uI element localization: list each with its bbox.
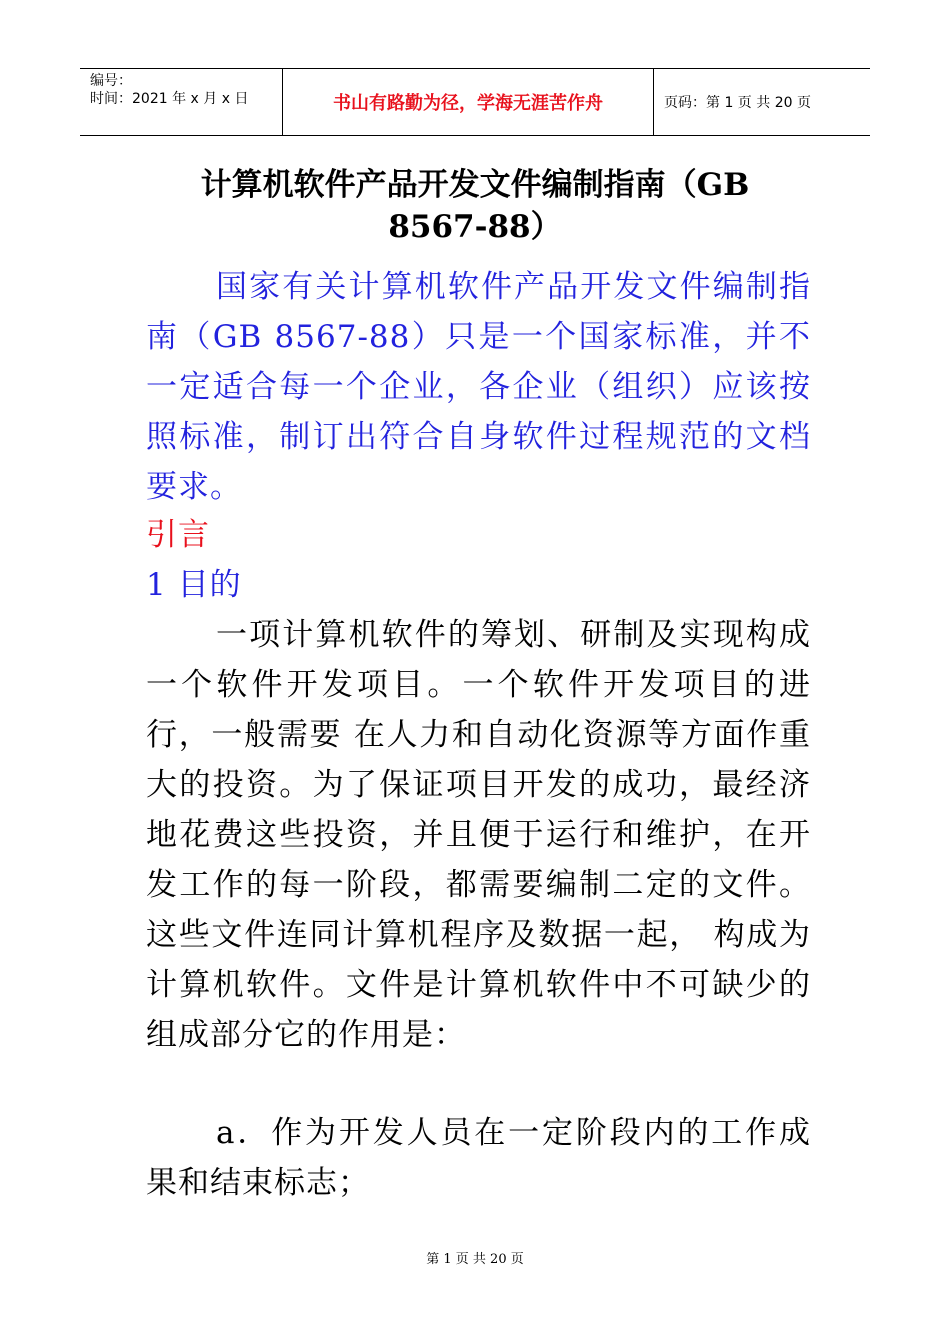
- document-title: [120, 164, 830, 248]
- list-item-a: a．作为开发人员在一定阶段内的工作成果和结束标志；: [146, 1115, 811, 1201]
- title-line-1: 计算机软件产品开发文件编制指南（GB: [200, 167, 750, 203]
- header-page-info: 页码：第 1 页 共 20 页: [664, 95, 811, 111]
- intro-paragraph: 国家有关计算机软件产品开发文件编制指南（GB 8567-88）只是一个国家标准，并不一定适合每一个企业，各企业（组织）应该按照标准，制订出符合自身软件过程规范的文档要求。: [146, 269, 811, 505]
- subsection-heading: 1 目的: [146, 567, 242, 603]
- header-meta: [80, 69, 282, 135]
- header-motto: 书山有路勤为径，学海无涯苦作舟: [282, 69, 654, 135]
- section-heading: 引言: [146, 517, 210, 553]
- document-date-label: 时间：2021 年 x 月 x 日: [90, 91, 249, 107]
- page-footer: 第 1 页 共 20 页: [426, 1252, 524, 1267]
- page-header: [80, 68, 870, 136]
- body-paragraph: 一项计算机软件的筹划、研制及实现构成一个软件开发项目。一个软件开发项目的进行，一般需要 在人力和自动化资源等方面作重大的投资。为了保证项目开发的成功，最经济地花费这些投资，并且便于运行和维护，在开发工作的每一阶段，都需要编制二定的文件。这些文件连同计算机程序及数据一起， 构成为计算机软件。文件是计算机软件中不可缺少的组成部分它的作用是：: [146, 617, 811, 1053]
- document-number-label: 编号：: [90, 73, 132, 89]
- title-line-2: 8567-88）: [388, 209, 562, 245]
